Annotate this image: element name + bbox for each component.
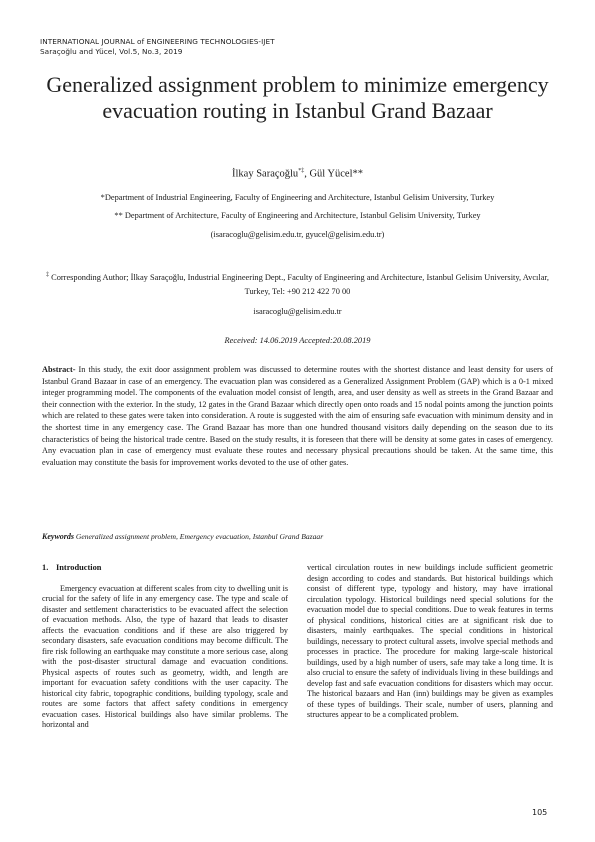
column-right [307,563,553,721]
intro-paragraph-1: Emergency evacuation at different scales from city to dwelling unit is crucial for the safety of life in any emergency case. The type and scale of disaster and settlement characteristics to be evacuated affect the selection of evacuation methods. Also, the type of hazard that leads to disaster affects the evacuation conditions and if these are also triggered by secondary disasters, safe evacuation conditions may become difficult. The fire risk following an earthquake may constitute a more serious case, along with the post-disaster structural damage and evacuation conditions. Physical aspects of routes such as geometry, width, and length are important for evacuation safety conditions with the user capacity. The historical city fabric, topographic conditions, building typology, scale and routes are some factors that affect safety conditions in emergency evacuation cases. Historical buildings also have similar problems. The horizontal and [42,583,288,729]
keywords [42,532,553,542]
author-line [40,165,555,181]
author-1: İlkay Saraçoğlu [232,168,299,180]
section-title: Introduction [56,563,102,572]
abstract [42,364,553,468]
journal-header [40,37,560,56]
received-accepted-dates: Received: 14.06.2019 Accepted:20.08.2019 [224,336,371,345]
author-2-marks: ** [352,168,363,180]
abstract-text: In this study, the exit door assignment problem was discussed to determine routes with the shortest distance and least density for users of Istanbul Grand Bazaar in case of an emergency. The evacuation plan was considered as a Generalized Assignment Problem (GAP) which is a 0-1 mixed integer programming model. The components of the evaluation model consist of length, area, and user density as well as streets in the Grand Bazaar and their connection with the exterior. In the study, 12 gates in the Grand Bazaar which directly open onto roads and 15 nodal points among the junction points which are related to these gates were taken into consideration. A route is suggested with the aim of ensuring safe evacuation with minimum density and in the shortest time in any emergency case. The Grand Bazaar has more than one hundred thousand visitors daily depending on the season due to its characteristics of being the historical trade centre. Based on the study results, it is foreseen that there will be density at some gates in cases of emergency. Any evacuation plan in case of emergency must evaluate these routes and necessary physical precautions should be taken. At the same time, this evaluation may constitute the basis for improvement works devoted to the use of other gates. [42,365,553,467]
section-number: 1. [42,563,49,572]
corresponding-text: Corresponding Author; İlkay Saraçoğlu, Industrial Engineering Dept., Faculty of Engineering and Architecture, Istanbul Gelisim University, Avcılar, Turkey, Tel: +90 212 422 70 00 [51,272,549,296]
keywords-label: Keywords [42,532,74,541]
affiliation-1: *Department of Industrial Engineering, Faculty of Engineering and Architecture, Istanbul Gelisim University, Turkey [100,193,495,202]
corresponding-mark: ‡ [46,272,50,278]
author-emails: (isaracoglu@gelisim.edu.tr, gyucel@gelisim.edu.tr) [210,230,385,239]
affiliation-2: ** Department of Architecture, Faculty of Engineering and Architecture, Istanbul Gelisim University, Turkey [114,211,481,220]
journal-citation: Saraçoğlu and Yücel, Vol.5, No.3, 2019 [40,46,183,56]
corresponding-author [40,268,555,299]
page-number: 105 [532,808,548,817]
corresponding-email: isaracoglu@gelisim.edu.tr [253,307,342,316]
abstract-label: Abstract- [42,365,76,374]
journal-name: INTERNATIONAL JOURNAL of ENGINEERING TECHNOLOGIES-IJET [40,37,275,46]
intro-paragraph-continued: vertical circulation routes in new buildings include sufficient geometric design according to codes and standards. But historical buildings which consist of different type, typology and history, may have irrational circulation typology. Historical buildings need special solutions for the evacuation model due to special conditions. Due to weak features in terms of physical conditions, historical cities are at significant risk due to disasters, mainly earthquakes. The special conditions in historical buildings, necessary to protect cultural assets, involve special methods and processes in practice. The procedure for making large-scale historical buildings, used by a high number of users, safe may take a long time. It is also crucial to ensure the safety of individuals living in these buildings and develop fast and safe evacuation conditions for disasters which may occur. The historical bazaars and Han (inn) buildings may be given as examples of these types of buildings. Their scale, number of users, planning and structures appear to be a complicated problem. [307,563,553,719]
section-heading-introduction [42,563,288,574]
author-1-marks: *‡ [298,168,305,174]
author-2: Gül Yücel [309,168,353,180]
keywords-values: Generalized assignment problem, Emergency evacuation, Istanbul Grand Bazaar [74,532,324,541]
author-separator: , [304,168,310,180]
paper-title: Generalized assignment problem to minimize emergency evacuation routing in Istanbul Grand Bazaar [46,72,549,123]
column-left [42,563,288,731]
